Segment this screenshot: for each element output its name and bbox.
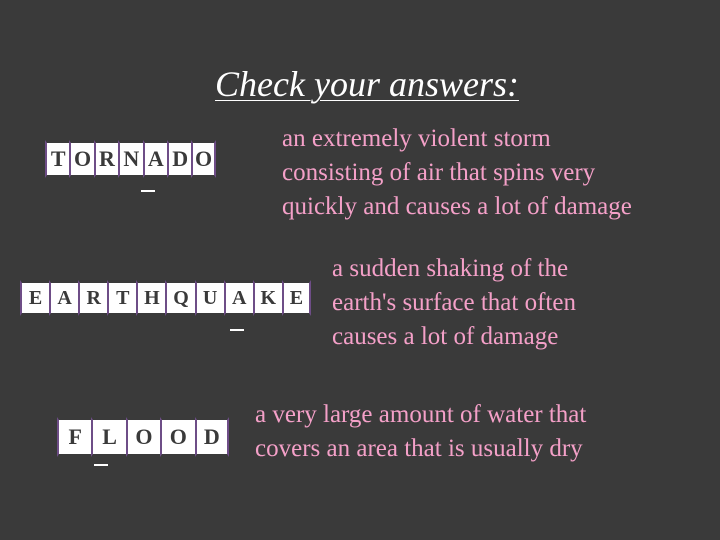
definition-tornado	[282, 122, 632, 224]
letter-tile: U	[195, 280, 224, 316]
definition-line: a sudden shaking of the	[332, 255, 569, 282]
letter-tile: A	[224, 280, 253, 316]
letter-tile: R	[94, 140, 118, 178]
letter-tile: D	[195, 417, 229, 457]
definition-line: quickly and causes a lot of damage	[282, 193, 632, 220]
answer-tiles-flood	[57, 417, 229, 457]
definition-line: causes a lot of damage	[332, 323, 559, 350]
letter-tile: A	[143, 140, 167, 178]
letter-tile: A	[49, 280, 78, 316]
definition-line: covers an area that is usually dry	[255, 435, 583, 462]
letter-tile: N	[118, 140, 142, 178]
letter-tile: O	[126, 417, 160, 457]
answer-tiles-earthquake	[20, 280, 311, 316]
definition-line: an extremely violent storm	[282, 125, 551, 152]
answer-tiles-tornado	[45, 140, 216, 178]
letter-tile: T	[45, 140, 69, 178]
letter-tile: O	[160, 417, 194, 457]
definition-line: consisting of air that spins very	[282, 159, 596, 186]
letter-tile: O	[69, 140, 93, 178]
letter-tile: F	[57, 417, 91, 457]
letter-tile: H	[136, 280, 165, 316]
definition-line: earth's surface that often	[332, 289, 576, 316]
definition-line: a very large amount of water that	[255, 401, 587, 428]
blank-dash	[141, 190, 155, 192]
letter-tile: D	[167, 140, 191, 178]
letter-tile: L	[91, 417, 125, 457]
letter-tile: K	[253, 280, 282, 316]
letter-tile: R	[78, 280, 107, 316]
blank-dash	[94, 464, 108, 466]
letter-tile: T	[107, 280, 136, 316]
letter-tile: O	[191, 140, 215, 178]
slide-title: Check your answers:	[215, 64, 519, 104]
definition-earthquake	[332, 252, 576, 354]
blank-dash	[230, 329, 244, 331]
letter-tile: Q	[165, 280, 194, 316]
letter-tile: E	[20, 280, 49, 316]
letter-tile: E	[282, 280, 311, 316]
definition-flood	[255, 398, 586, 466]
